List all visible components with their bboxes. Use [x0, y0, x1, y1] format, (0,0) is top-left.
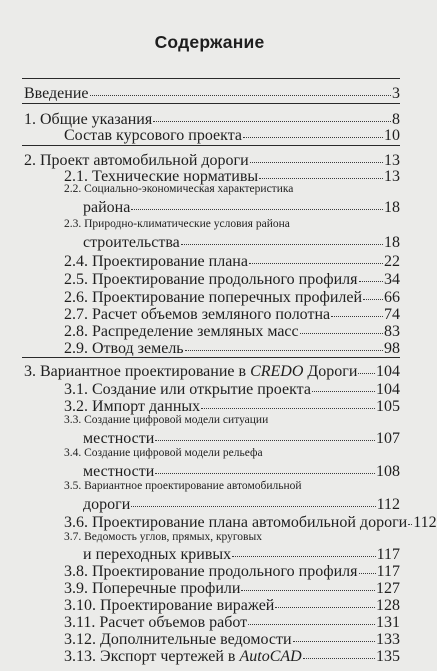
toc-entry-2-8 — [64, 323, 400, 341]
toc-page-number: 13 — [384, 152, 400, 169]
toc-entry-intro — [24, 85, 400, 103]
toc-page-number: 13 — [384, 168, 400, 185]
toc-page-number: 8 — [392, 111, 400, 128]
toc-entry-title-cont: района — [83, 199, 131, 216]
toc-page-number: 131 — [376, 614, 400, 631]
toc-entry-3-1 — [64, 381, 400, 399]
leader-dots — [249, 263, 383, 264]
toc-entry-title-cont: местности — [83, 463, 155, 480]
toc-entry-title: 2.1. Технические нормативы — [64, 168, 259, 185]
toc-entry-title: 3.9. Поперечные профили — [64, 580, 241, 597]
divider — [22, 357, 400, 358]
toc-entry-3-4 — [83, 463, 400, 481]
leader-dots — [300, 333, 383, 334]
toc-entry-2-7 — [64, 306, 400, 324]
toc-entry-title: 1. Общие указания — [24, 111, 153, 128]
toc-entry-title: 3.8. Проектирование продольного профиля — [64, 563, 358, 580]
leader-dots — [250, 162, 383, 163]
leader-dots — [185, 350, 383, 351]
leader-dots — [248, 624, 375, 625]
toc-entry-2-3-title: 2.3. Природно-климатические условия района — [64, 218, 290, 230]
toc-page-number: 3 — [392, 85, 400, 102]
leader-dots — [331, 316, 383, 317]
toc-entry-title-cont: местности — [83, 430, 155, 447]
leader-dots — [153, 121, 391, 122]
toc-entry-2-5 — [64, 271, 400, 289]
leader-dots — [259, 178, 383, 179]
toc-page-number: 107 — [376, 430, 400, 447]
leader-dots — [131, 209, 383, 210]
toc-entry-title: 2.8. Распределение земляных масс — [64, 323, 299, 340]
toc-page-number: 104 — [376, 363, 400, 380]
toc-page-number: 108 — [376, 463, 400, 480]
toc-page-number: 127 — [376, 580, 400, 597]
toc-page-number: 133 — [376, 631, 400, 648]
toc-entry-2-9 — [64, 340, 400, 358]
toc-page-number: 98 — [384, 340, 400, 357]
toc-entry-course-project — [64, 127, 400, 145]
leader-dots — [359, 573, 376, 574]
credo-product-name: CREDO — [250, 363, 304, 380]
toc-entry-title: 3.1. Создание или открытие проекта — [64, 381, 311, 398]
toc-entry-3-7 — [83, 546, 400, 564]
toc-entry-title: 3.6. Проектирование плана автомобильной дороги — [64, 514, 408, 531]
toc-page-number: 105 — [376, 398, 400, 415]
toc-page-number: 117 — [376, 546, 400, 563]
toc-entry-3-3 — [83, 430, 400, 448]
toc-page-number: 112 — [413, 514, 437, 531]
toc-entry-title: 2.5. Проектирование продольного профиля — [64, 271, 358, 288]
leader-dots — [408, 524, 412, 525]
leader-dots — [303, 658, 375, 659]
leader-dots — [359, 281, 383, 282]
toc-entry-3-13 — [64, 648, 400, 666]
toc-entry-title: 3.11. Расчет объемов работ — [64, 614, 248, 631]
toc-page-number: 104 — [376, 381, 400, 398]
toc-entry-title: 3.10. Проектирование виражей — [64, 597, 275, 614]
toc-entry-title-cont: и переходных кривых — [83, 546, 232, 563]
toc-entry-3-5-title: 3.5. Вариантное проектирование автомобильной — [64, 480, 302, 492]
toc-page-number: 135 — [376, 648, 400, 665]
leader-dots — [358, 373, 375, 374]
toc-entry-title: 3.13. Экспорт чертежей в AutoCAD — [64, 648, 302, 665]
toc-entry-title: 2.6. Проектирование поперечных профилей — [64, 289, 363, 306]
autocad-product-name: AutoCAD — [239, 648, 302, 665]
leader-dots — [155, 473, 375, 474]
toc-page-number: 66 — [384, 289, 400, 306]
toc-entry-title: 2.4. Проектирование плана — [64, 253, 248, 270]
toc-page-number: 34 — [384, 271, 400, 288]
leader-dots — [131, 506, 375, 507]
toc-entry-3-10 — [64, 597, 400, 615]
toc-entry-2-3 — [83, 234, 400, 252]
toc-entry-3-8 — [64, 563, 400, 581]
toc-entry-title: 3.12. Дополнительные ведомости — [64, 631, 292, 648]
leader-dots — [232, 556, 375, 557]
leader-dots — [155, 440, 375, 441]
toc-entry-3-7-title: 3.7. Ведомость углов, прямых, круговых — [64, 531, 262, 543]
toc-entry-title: Введение — [24, 85, 89, 102]
toc-entry-3-9 — [64, 580, 400, 598]
divider — [22, 103, 400, 104]
leader-dots — [181, 244, 383, 245]
leader-dots — [201, 408, 375, 409]
toc-entry-title: 3.2. Импорт данных — [64, 398, 201, 415]
toc-entry-3-11 — [64, 614, 400, 632]
divider — [22, 78, 400, 79]
toc-entry-title: 2.9. Отвод земель — [64, 340, 184, 357]
toc-entry-section-3 — [24, 363, 400, 381]
leader-dots — [312, 391, 375, 392]
toc-page-number: 83 — [384, 323, 400, 340]
toc-entry-2-2-title: 2.2. Социально-экономическая характеристика — [64, 183, 294, 195]
toc-page-number: 22 — [384, 253, 400, 270]
leader-dots — [243, 137, 383, 138]
toc-entry-title: 2. Проект автомобильной дороги — [24, 152, 249, 169]
leader-dots — [275, 607, 375, 608]
leader-dots — [241, 590, 375, 591]
toc-entry-title-cont: строительства — [83, 234, 180, 251]
toc-entry-title: Состав курсового проекта — [64, 127, 242, 144]
toc-page-number: 128 — [376, 597, 400, 614]
page-title: Содержание — [154, 32, 265, 52]
toc-entry-3-4-title: 3.4. Создание цифровой модели рельефа — [64, 447, 263, 459]
toc-entry-3-3-title: 3.3. Создание цифровой модели ситуации — [64, 414, 269, 426]
toc-entry-title: 3. Вариантное проектирование в CREDO Дороги — [24, 363, 358, 380]
toc-entry-2-6 — [64, 289, 400, 307]
toc-page-number: 10 — [384, 127, 400, 144]
leader-dots — [293, 641, 375, 642]
toc-entry-2-2 — [83, 199, 400, 217]
divider — [22, 145, 400, 146]
toc-page-number: 18 — [384, 234, 400, 251]
toc-entry-3-12 — [64, 631, 400, 649]
toc-entry-2-4 — [64, 253, 400, 271]
toc-page-number: 112 — [376, 496, 400, 513]
toc-page-number: 74 — [384, 306, 400, 323]
toc-page-number: 18 — [384, 199, 400, 216]
toc-page-number: 117 — [376, 563, 400, 580]
toc-entry-3-5 — [83, 496, 400, 514]
toc-entry-title: 2.7. Расчет объемов земляного полотна — [64, 306, 331, 323]
leader-dots — [363, 299, 383, 300]
toc-entry-3-6 — [64, 514, 437, 532]
toc-entry-title-cont: дороги — [83, 496, 131, 513]
leader-dots — [90, 95, 392, 96]
